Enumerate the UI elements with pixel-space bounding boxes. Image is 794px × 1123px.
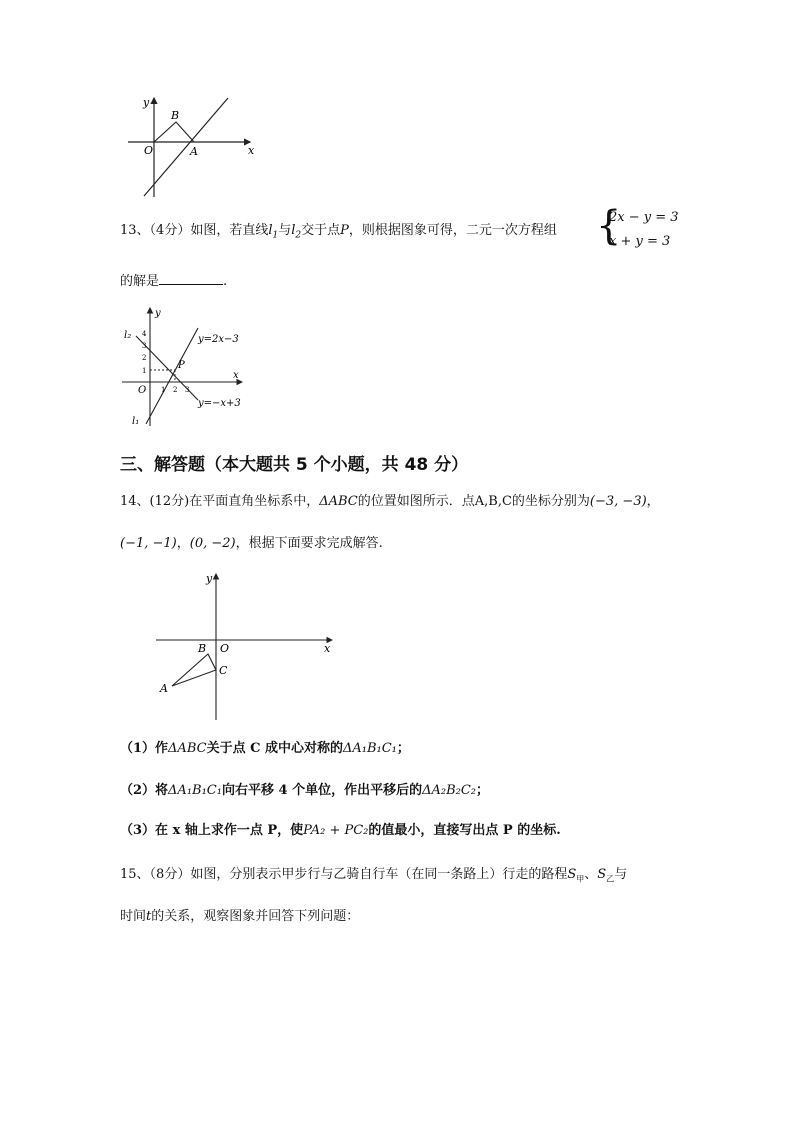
fig13-eq-line2: y=−x+3 — [198, 398, 241, 409]
fig13-label-y: y — [155, 308, 161, 319]
q15-line2: 时间t的关系，观察图象并回答下列问题： — [120, 909, 360, 924]
q13-eq2: x + y = 3 — [609, 234, 671, 249]
figure-q14 — [150, 568, 340, 723]
fig12-label-b: B — [171, 109, 180, 122]
fig13-tick-3: 3 — [142, 342, 147, 350]
fig14-label-b: B — [198, 642, 207, 655]
q14-part3: （3）在 x 轴上求作一点 P，使PA₂ + PC₂的值最小，直接写出点 P 的坐标. — [120, 823, 561, 838]
fig13-xtick-3: 3 — [185, 386, 190, 394]
q14-line2: (−1, −1)，(0, −2)，根据下面要求完成解答. — [120, 536, 383, 551]
fig13-tick-2: 2 — [142, 354, 147, 362]
fig13-xtick-2: 2 — [173, 386, 178, 394]
triangle-abc — [172, 654, 216, 686]
fig12-label-a: A — [190, 145, 198, 158]
q14-part2: （2）将ΔA₁B₁C₁向右平移 4 个单位，作出平移后的ΔA₂B₂C₂； — [120, 783, 490, 798]
fig13-tick-1: 1 — [142, 367, 147, 375]
q14-part1: （1）作ΔABC关于点 C 成中心对称的ΔA₁B₁C₁； — [120, 741, 410, 756]
system-brace: { — [596, 203, 622, 249]
segment-obA — [154, 122, 194, 142]
fig14-label-a: A — [160, 682, 168, 695]
line-l1-y-2x-3 — [146, 328, 198, 424]
q13-line2: 的解是 . — [120, 274, 228, 289]
fig12-label-y: y — [143, 96, 150, 109]
figure-q12 — [120, 92, 260, 202]
fig13-label-l1: l₁ — [132, 416, 140, 427]
fig13-label-o: O — [138, 385, 147, 396]
fig13-eq-line1: y=2x−3 — [198, 334, 239, 345]
fig14-label-y: y — [206, 572, 213, 585]
fig13-xtick-1: 1 — [161, 386, 166, 394]
fig13-label-x: x — [233, 370, 239, 381]
fig12-label-o: O — [144, 144, 154, 157]
fig12-label-x: x — [248, 144, 255, 157]
fig13-tick-4: 4 — [142, 330, 147, 338]
q15-line1: 15、（8分）如图，分别表示甲步行与乙骑自行车（在同一条路上）行走的路程$S_甲$、$S_乙$与 — [120, 867, 628, 884]
fig14-label-c: C — [219, 664, 228, 677]
fig13-label-l2: l₂ — [124, 330, 132, 341]
fig14-label-x: x — [324, 642, 331, 655]
q13-eq1: 2x − y = 3 — [609, 210, 679, 225]
section-title: 三、解答题（本大题共 5 个小题，共 48 分） — [120, 455, 469, 475]
q14-line1: 14、(12分)在平面直角坐标系中，ΔABC的位置如图所示．点A,B,C的坐标分别为(−3, −3)， — [120, 494, 660, 509]
fig14-label-o: O — [220, 642, 230, 655]
figure-q13 — [118, 302, 258, 430]
line-through-a — [144, 98, 228, 196]
answer-blank[interactable] — [159, 272, 223, 285]
q13-line1: 13、（4分）如图，若直线$l_1$与$l_2$交于点P，则根据图象可得，二元一次方程组 — [120, 223, 557, 241]
fig13-label-p: P — [178, 360, 185, 371]
